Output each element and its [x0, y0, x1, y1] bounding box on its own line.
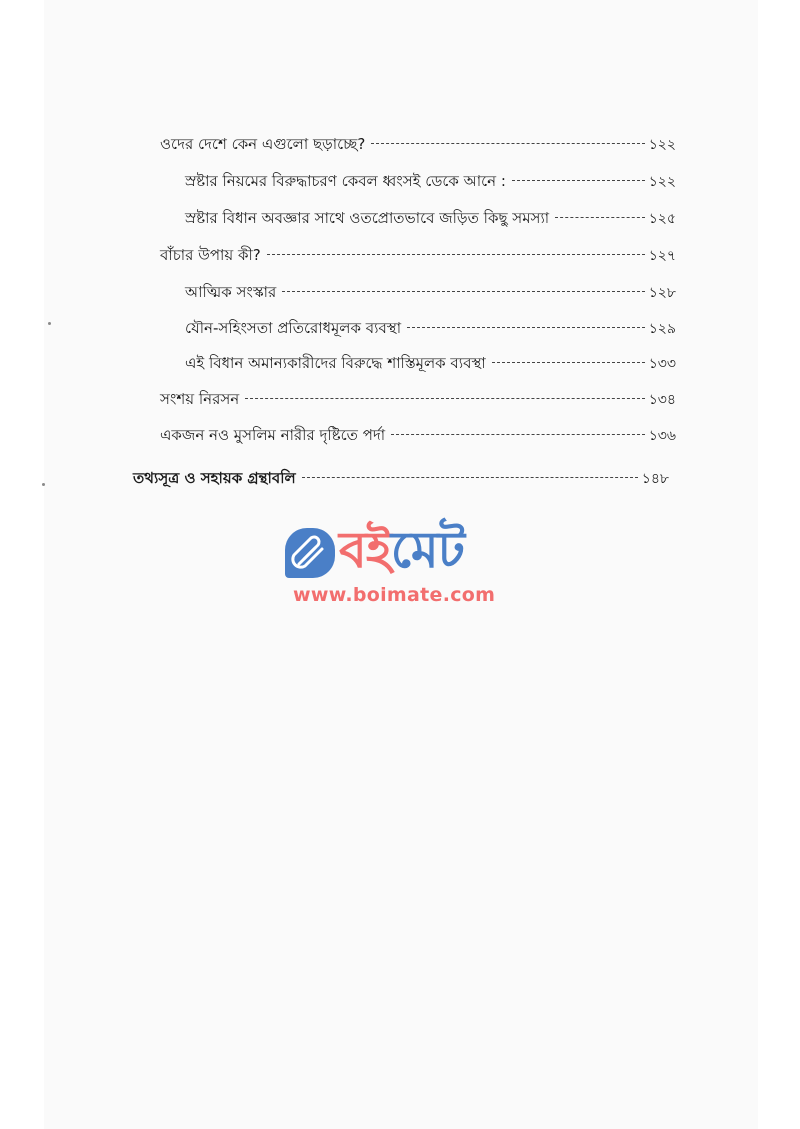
toc-entry-page: ১২৭	[648, 248, 676, 264]
toc-entry-page: ১২৫	[648, 211, 676, 227]
dot-leader	[407, 327, 645, 328]
toc-entry-title: তথ্যসূত্র ও সহায়ক গ্রন্থাবলি	[133, 469, 296, 487]
toc-entry-page: ১৪৮	[641, 471, 669, 487]
margin-mark	[42, 483, 45, 486]
brand-name-part1: বই	[339, 521, 391, 579]
dot-leader	[391, 434, 645, 435]
toc-entry[interactable]	[185, 171, 676, 192]
toc-entry-title: একজন নও মুসলিম নারীর দৃষ্টিতে পর্দা	[160, 426, 386, 444]
toc-entry-page: ১২২	[648, 174, 676, 190]
toc-entry-title: এই বিধান অমান্যকারীদের বিরুদ্ধে শাস্তিমূলক ব্যবস্থা	[185, 354, 486, 372]
toc-entry[interactable]	[160, 389, 676, 410]
toc-entry-page: ১২৯	[648, 321, 676, 337]
toc-entry-page: ১৩৬	[648, 428, 676, 444]
dot-leader	[371, 143, 644, 144]
brand-name	[339, 520, 464, 580]
brand-name-part2: মেট	[390, 521, 464, 579]
toc-entry-references[interactable]	[133, 468, 669, 489]
toc-entry-page: ১৩৪	[648, 392, 676, 408]
toc-entry[interactable]	[160, 245, 676, 266]
toc-entry-title: আত্মিক সংস্কার	[185, 283, 277, 301]
boimate-watermark	[285, 522, 515, 612]
dot-leader	[555, 217, 645, 218]
toc-entry-page: ১৩৩	[648, 356, 676, 372]
toc-entry-title: ওদের দেশে কেন এগুলো ছড়াচ্ছে?	[160, 135, 366, 153]
dot-leader	[267, 254, 645, 255]
toc-entry[interactable]	[185, 208, 676, 229]
toc-entry-title: বাঁচার উপায় কী?	[160, 246, 261, 264]
toc-entry[interactable]	[160, 134, 676, 155]
toc-entry[interactable]	[160, 425, 676, 446]
brand-url: www.boimate.com	[293, 584, 496, 606]
dot-leader	[512, 180, 645, 181]
dot-leader	[282, 291, 644, 292]
dot-leader	[302, 477, 638, 478]
toc-entry[interactable]	[185, 282, 676, 303]
toc-entry-title: স্রষ্টার নিয়মের বিরুদ্ধাচরণ কেবল ধ্বংসই ডেকে আনে :	[185, 172, 506, 190]
dot-leader	[245, 398, 645, 399]
toc-entry-title: স্রষ্টার বিধান অবজ্ঞার সাথে ওতপ্রোতভাবে জড়িত কিছু সমস্যা	[185, 209, 550, 227]
toc-entry-title: সংশয় নিরসন	[160, 390, 240, 408]
toc-entry-title: যৌন-সহিংসতা প্রতিরোধমূলক ব্যবস্থা	[185, 319, 402, 337]
toc-entry[interactable]	[185, 318, 676, 339]
dot-leader	[492, 362, 645, 363]
toc-entry[interactable]	[185, 353, 676, 374]
toc-entry-page: ১২৮	[648, 285, 676, 301]
margin-mark	[48, 322, 51, 325]
paperclip-icon	[285, 528, 335, 578]
toc-entry-page: ১২২	[648, 137, 676, 153]
logo-mark	[285, 528, 335, 578]
